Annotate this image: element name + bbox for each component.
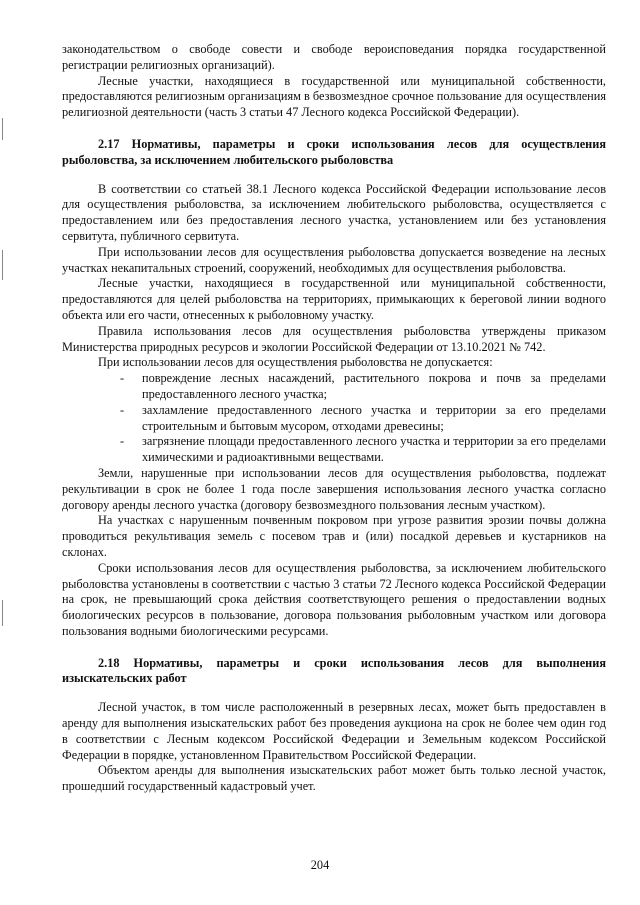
list-item: - загрязнение площади предоставленного лесного участка и территории за его пределами химическими и радиоактивными веществами. bbox=[142, 434, 606, 466]
list-intro-paragraph: При использовании лесов для осуществления рыболовства не допускается: bbox=[98, 355, 493, 370]
page-number: 204 bbox=[310, 858, 330, 872]
body-paragraph: Объектом аренды для выполнения изыскательских работ может быть только лесной участок, прошедший государственный кадастровый учет. bbox=[62, 763, 606, 794]
body-paragraph: Земли, нарушенные при использовании лесов для осуществления рыболовства, подлежат рекультивации в срок не более 1 года после завершения использования лесного участка согласно договору аренды лесного участка (договору безвозмездного пользования лесным участком). bbox=[62, 465, 606, 512]
section-heading-2-17: 2.17 Нормативы, параметры и сроки использования лесов для осуществления рыболовства, за исключением любительского рыболовства bbox=[62, 136, 606, 167]
section-heading-2-18: 2.18 Нормативы, параметры и сроки использования лесов для выполнения изыскательских работ bbox=[62, 655, 606, 686]
list-item: - повреждение лесных насаждений, растительного покрова и почв за пределами предоставленного лесного участка; bbox=[142, 371, 606, 403]
body-paragraph: Сроки использования лесов для осуществления рыболовства, за исключением любительского рыболовства установлены в соответствии с частью 3 статьи 72 Лесного кодекса Российской Федерации на срок, не превышающий срока действия соответствующего решения о предоставлении водных биологических ресурсов в пользование, договора пользования рыболовным участком или договора пользования водными биологическими ресурсами. bbox=[62, 560, 606, 638]
binding-mark bbox=[2, 600, 3, 626]
body-paragraph: Лесные участки, находящиеся в государственной или муниципальной собственности, предоставляются для целей рыболовства на территориях, примыкающих к береговой линии водного объекта или его части, отнесенных к рыболовному участку. bbox=[62, 276, 606, 322]
intro-paragraph-continuation: законодательством о свободе совести и свободе вероисповедания порядка государственной регистрации религиозных организаций). bbox=[62, 42, 606, 72]
body-paragraph: Лесной участок, в том числе расположенный в резервных лесах, может быть предоставлен в аренду для выполнения изыскательских работ без проведения аукциона на срок не более чем один год в соответствии с Лесным кодексом Российской Федерации и Земельным кодексом Российской Федерации в порядке, установленном Правительством Российской Федерации. bbox=[62, 700, 606, 762]
body-paragraph: В соответствии со статьей 38.1 Лесного кодекса Российской Федерации использование лесов для осуществления рыболовства, за исключением любительского рыболовства, осуществляется с предоставлением или без предоставления лесного участка, установлением или без установления сервитута, публичного сервитута. bbox=[62, 181, 606, 243]
binding-mark bbox=[2, 250, 3, 280]
list-item: - захламление предоставленного лесного участка и территории за его пределами строительным и бытовым мусором, отходами древесины; bbox=[142, 403, 606, 435]
body-paragraph: Правила использования лесов для осуществления рыболовства утверждены приказом Министерства природных ресурсов и экологии Российской Федерации от 13.10.2021 № 742. bbox=[62, 323, 606, 354]
binding-mark bbox=[2, 118, 3, 140]
prohibitions-list bbox=[62, 371, 606, 466]
body-paragraph: При использовании лесов для осуществления рыболовства допускается возведение на лесных участках некапитальных строений, сооружений, необходимых для осуществления рыболовства. bbox=[62, 244, 606, 275]
body-paragraph: На участках с нарушенным почвенным покровом при угрозе развития эрозии почвы должна проводиться рекультивация земель с посевом трав и (или) посадкой деревьев и кустарников на склонах. bbox=[62, 513, 606, 559]
intro-paragraph: Лесные участки, находящиеся в государственной или муниципальной собственности, предоставляются религиозным организациям в безвозмездное срочное пользование для осуществления религиозной деятельности (часть 3 статьи 47 Лесного кодекса Российской Федерации). bbox=[62, 73, 606, 120]
